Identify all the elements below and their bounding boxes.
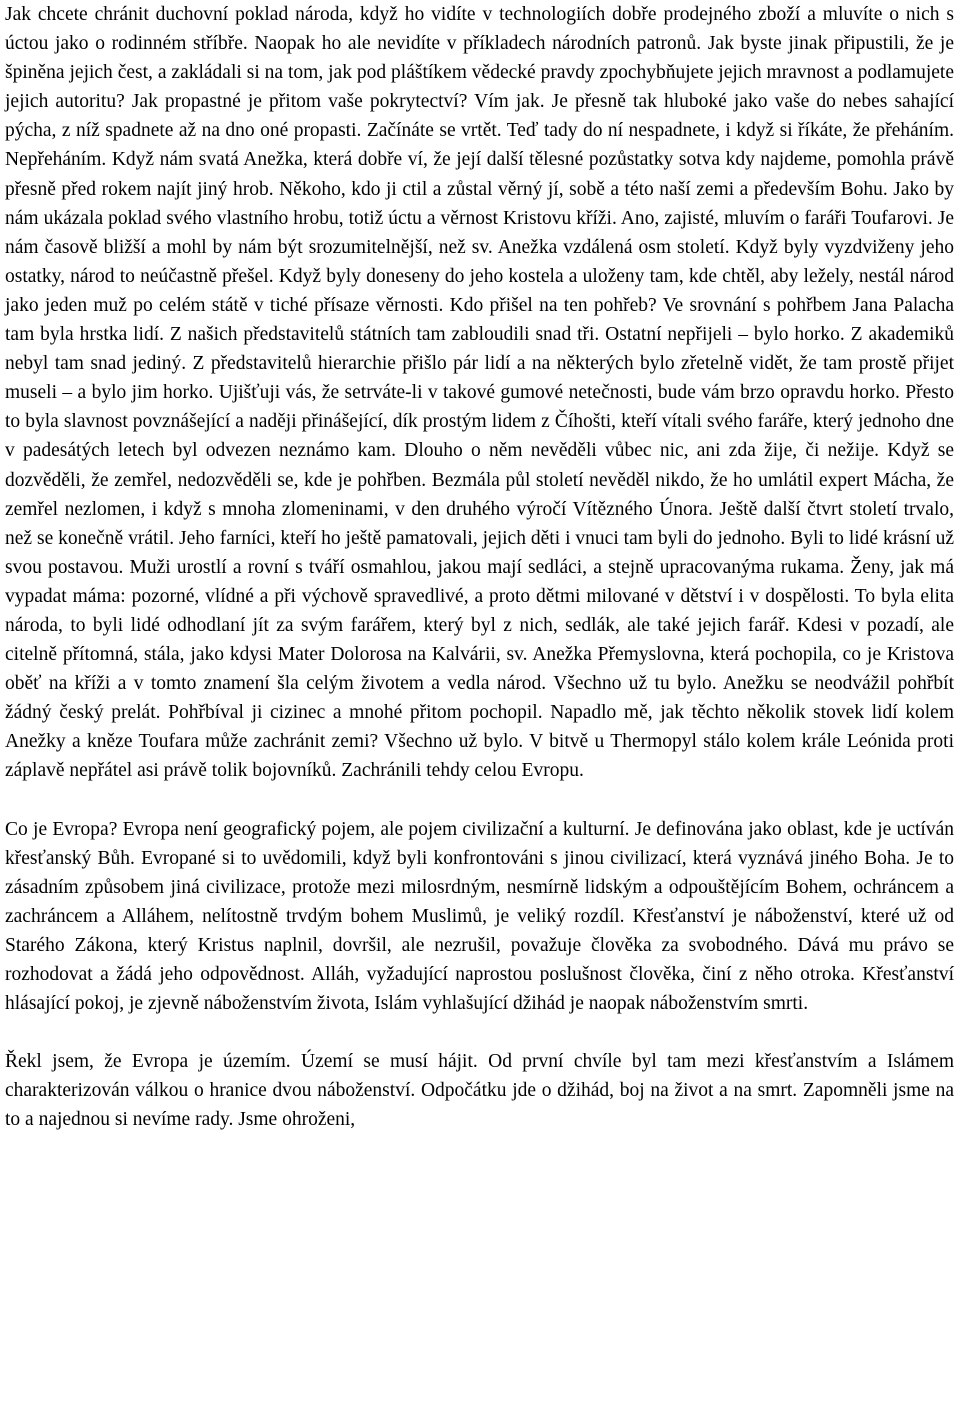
paragraph-europe: Co je Evropa? Evropa není geografický pojem, ale pojem civilizační a kulturní. Je definována jako oblast, kde je uctíván křesťanský Bůh. Evropané si to uvědomili, když byli konfrontováni s jinou civilizací, která vyznává jiného Boha. Je to zásadním způsobem jiná civilizace, protože mezi milosrdným, nesmírně lidským a odpouštějícím Bohem, ochráncem a zachráncem a Alláhem, nelítostně trvdým bohem Muslimů, je veliký rozdíl. Křesťanství je náboženství, které už od Starého Zákona, který Kristus naplnil, dovršil, ale nezrušil, považuje člověka za svobodného. Dává mu právo se rozhodovat a žádá jeho odpovědnost. Alláh, vyžadující naprostou poslušnost člověka, činí z něho otroka. Křesťanství hlásající pokoj, je zjevně náboženstvím života, Islám vyhlašující džihád je naopak náboženstvím smrti. [5, 818, 954, 1015]
paragraph-territory: Řekl jsem, že Evropa je územím. Území se musí hájit. Od první chvíle byl tam mezi křesťanstvím a Islámem charakterizován válkou o hranice dvou náboženství. Odpočátku jde o džihád, boj na život a na smrt. Zapomněli jsme na to a najednou si nevíme rady. Jsme ohroženi, [5, 1051, 954, 1131]
paragraph-toufar: Jak chcete chránit duchovní poklad národa, když ho vidíte v technologiích dobře prodejného zboží a mluvíte o nich s úctou jako o rodinném stříbře. Naopak ho ale nevidíte v příkladech národních patronů. Jak byste jinak připustili, že je špiněna jejich čest, a zakládali si na tom, jak pod pláštíkem vědecké pravdy zpochybňujete jejich mravnost a podlamujete jejich autoritu? Jak propastné je přitom vaše pokrytectví? Vím jak. Je přesně tak hluboké jako vaše do nebes sahající pýcha, z níž spadnete až na dno oné propasti. Začínáte se vrtět. Teď tady do ní nespadnete, i když si říkáte, že přeháním. Nepřeháním. Když nám svatá Anežka, která dobře ví, že její další tělesné pozůstatky sotva kdy najdeme, pomohla právě přesně před rokem najít jiný hrob. Někoho, kdo ji ctil a zůstal věrný jí, sobě a této naší zemi a především Bohu. Jako by nám ukázala poklad svého vlastního hrobu, totiž úctu a věrnost Kristovu kříži. Ano, zajisté, mluvím o faráři Toufarovi. Je nám časově bližší a mohl by nám být srozumitelnější, než sv. Anežka vzdálená osm století. Když byly vyzdviženy jeho ostatky, národ to neúčastně přešel. Když byly doneseny do jeho kostela a uloženy tam, kde chtěl, aby ležely, nestál národ jako jeden muž po celém státě v tiché přísaze věrnosti. Kdo přišel na ten pohřeb? Ve srovnání s pohřbem Jana Palacha tam byla hrstka lidí. Z našich představitelů státních tam zabloudili snad tři. Ostatní nepřijeli – bylo horko. Z akademiků nebyl tam snad jediný. Z představitelů hierarchie přišlo pár lidí a na některých bylo zřetelně vidět, že tam prostě přijet museli – a bylo jim horko. Ujišťuji vás, že setrváte-li v takové gumové netečnosti, bude vám brzo opravdu horko. Přesto to byla slavnost povznášející a naději přinášející, dík prostým lidem z Číhošti, kteří vítali svého faráře, který jednoho dne v padesátých letech byl odvezen neznámo kam. Dlouho o něm nevěděli vůbec nic, ani zda žije, či nežije. Když se dozvěděli, že zemřel, nedozvěděli se, kde je pohřben. Bezmála půl století nevěděl nikdo, že ho umlátil expert Mácha, že zemřel nezlomen, i když s mnoha zlomeninami, v den druhého výročí Vítězného Února. Ještě další čtvrt století trvalo, než se konečně vrátil. Jeho farníci, kteří ho ještě pamatovali, jejich děti i vnuci tam byli do jednoho. Byli to lidé krásní už svou postavou. Muži urostlí a rovní s tváří osmahlou, jakou mají sedláci, a stejně upracovanýma rukama. Ženy, jak má vypadat máma: pozorné, vlídné a při výchově spravedlivé, a proto dětmi milované v dětství i v dospělosti. To byla elita národa, to byli lidé odhodlaní jít za svým farářem, který byl z nich, sedlák, ale také jejich farář. Kdesi v pozadí, ale citelně přítomná, stála, jako kdysi Mater Dolorosa na Kalvárii, sv. Anežka Přemyslovna, která pochopila, co je Kristova oběť na kříži a v tomto znamení šla celým životem a vedla národ. Všechno už tu bylo. Anežku se neodvážil pohřbít žádný český prelát. Pohřbíval ji cizinec a mnohé přitom pochopil. Napadlo mě, jak těchto několik stovek lidí kolem Anežky a kněze Toufara může zachránit zemi? Všechno už bylo. V bitvě u Thermopyl stálo kolem krále Leónida proti záplavě nepřátel asi právě tolik bojovníků. Zachránili tehdy celou Evropu. [5, 4, 954, 782]
